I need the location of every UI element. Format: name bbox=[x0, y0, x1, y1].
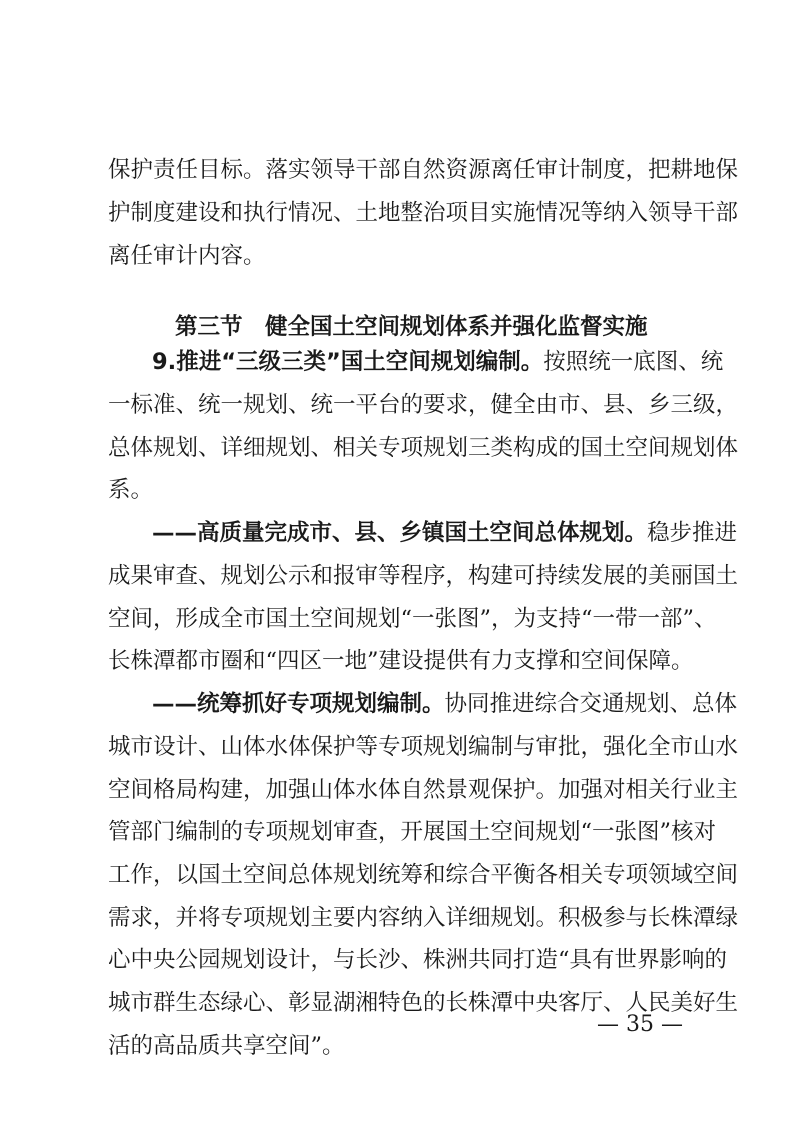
sub-item-1-text: 稳步推进 bbox=[647, 520, 738, 546]
paragraph-line: 长株潭都市圈和“四区一地”建设提供有力支撑和空间保障。 bbox=[108, 648, 694, 674]
paragraph-line: 空间格局构建，加强山体水体自然景观保护。加强对相关行业主 bbox=[108, 777, 739, 803]
paragraph-line: 系。 bbox=[108, 477, 154, 503]
paragraph-line: 总体规划、详细规划、相关专项规划三类构成的国土空间规划体 bbox=[108, 435, 739, 461]
paragraph-line: 一标准、统一规划、统一平台的要求，健全由市、县、乡三级， bbox=[108, 392, 739, 418]
sub-item-2-text: 协同推进综合交通规划、总体 bbox=[444, 691, 738, 717]
paragraph-line: 护制度建设和执行情况、土地整治项目实施情况等纳入领导干部 bbox=[108, 200, 739, 226]
paragraph-line: 管部门编制的专项规划审查，开展国土空间规划“一张图”核对 bbox=[108, 819, 717, 845]
item-9-first-line bbox=[152, 346, 723, 378]
page-number: — 35 — bbox=[597, 1012, 683, 1037]
sub-item-1-first-line bbox=[152, 517, 737, 549]
paragraph-line: 成果审查、规划公示和报审等程序，构建可持续发展的美丽国土 bbox=[108, 563, 739, 589]
paragraph-line: 需求，并将专项规划主要内容纳入详细规划。积极参与长株潭绿 bbox=[108, 905, 739, 931]
paragraph-line: 活的高品质共享空间”。 bbox=[108, 1033, 345, 1059]
sub-item-1-title: ——高质量完成市、县、乡镇国土空间总体规划。 bbox=[152, 520, 648, 546]
paragraph-line: 城市设计、山体水体保护等专项规划编制与审批，强化全市山水 bbox=[108, 734, 739, 760]
paragraph-line: 离任审计内容。 bbox=[108, 243, 266, 269]
paragraph-line: 保护责任目标。落实领导干部自然资源离任审计制度，把耕地保 bbox=[108, 157, 739, 183]
item-9-title: 9.推进“三级三类”国土空间规划编制。 bbox=[152, 349, 544, 375]
paragraph-line: 工作，以国土空间总体规划统筹和综合平衡各相关专项领域空间 bbox=[108, 862, 739, 888]
paragraph-line: 空间，形成全市国土空间规划“一张图”，为支持“一带一部”、 bbox=[108, 606, 717, 632]
paragraph-line: 城市群生态绿心、彰显湖湘特色的长株潭中央客厅、人民美好生 bbox=[108, 990, 739, 1016]
paragraph-line: 心中央公园规划设计，与长沙、株洲共同打造“具有世界影响的 bbox=[108, 947, 728, 973]
item-9-text: 按照统一底图、统 bbox=[543, 349, 724, 375]
sub-item-2-title: ——统筹抓好专项规划编制。 bbox=[152, 691, 445, 717]
section-heading: 第三节 健全国土空间规划体系并强化监督实施 bbox=[175, 314, 648, 340]
sub-item-2-first-line bbox=[152, 688, 737, 720]
